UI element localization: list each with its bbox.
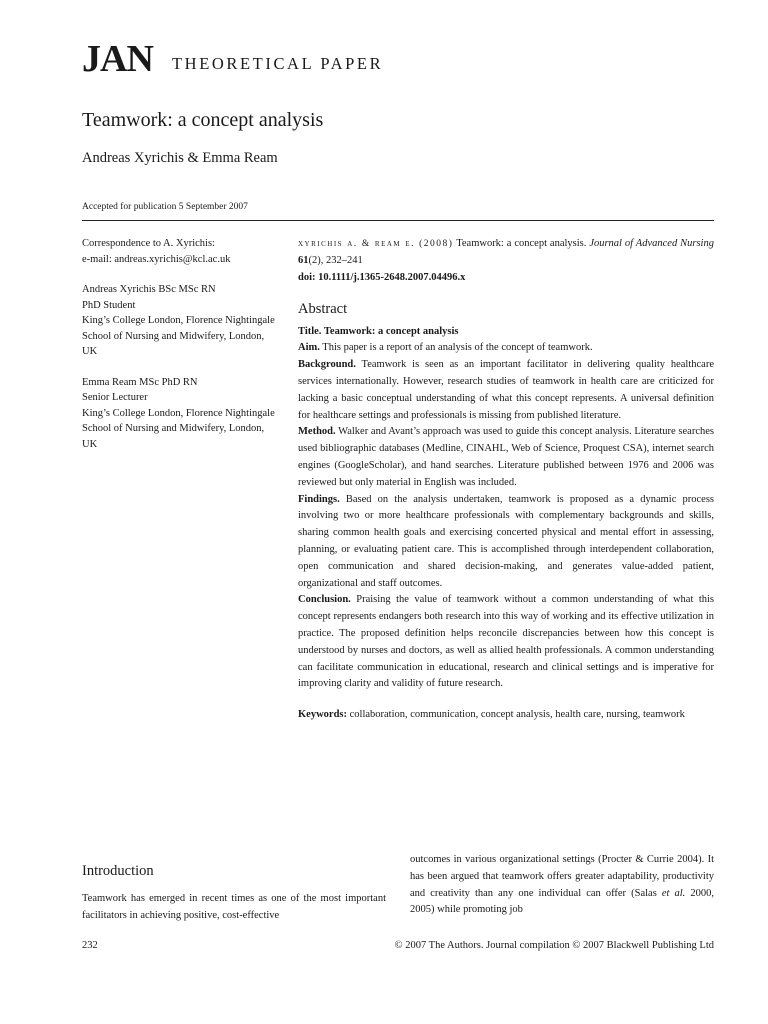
copyright-notice: © 2007 The Authors. Journal compilation © 2007 Blackwell Publishing Ltd [394,940,714,951]
intro-right-column [410,852,714,919]
abstract-keywords: Keywords: collaboration, communication, concept analysis, health care, nursing, teamwork [298,709,685,721]
citation-journal: Journal of Advanced Nursing [589,238,714,249]
intro-heading: Introduction [82,863,154,879]
article-title: Teamwork: a concept analysis [82,109,324,131]
citation [298,236,714,270]
citation-title: Teamwork: a concept analysis. [453,238,590,249]
author2-affiliation: King’s College London, Florence Nightingale [82,407,275,419]
page-number: 232 [82,940,98,951]
author1-affiliation: UK [82,346,98,358]
abstract-column [298,236,714,724]
author2-affiliation: School of Nursing and Midwifery, London, [82,423,265,435]
author2-role: Senior Lecturer [82,392,148,404]
author1-name: Andreas Xyrichis BSc MSc RN [82,284,216,296]
author1-affiliation: School of Nursing and Midwifery, London, [82,330,265,342]
citation-doi[interactable]: doi: 10.1111/j.1365-2648.2007.04496.x [298,271,466,283]
citation-authors: xyrichis a. & ream e. (2008) [298,239,454,249]
abstract-findings: Findings. Based on the analysis undertaken, teamwork is proposed as a dynamic process involving two or more healthcare professionals with complementary backgrounds and skills, sharing common health goals and exercising concerted physical and mental effort in assessing, planning, or evaluating patient care. This is accomplished through interdependent collaboration, open communication and shared decision-making, and generates value-added patient, organizational and staff outcomes. [298,493,714,589]
journal-logo: JAN [82,38,153,80]
accepted-date: Accepted for publication 5 September 2007 [82,202,248,212]
author2-name: Emma Ream MSc PhD RN [82,376,198,388]
author2-affiliation: UK [82,438,98,450]
abstract-method: Method. Walker and Avant’s approach was used to guide this concept analysis. Literature searches used bibliographic databases (Medline, CINAHL, Web of Science, Proquest CSA), internet search engines (GoogleScholar), and hand searches. Literature published between 1976 and 2006 was reviewed but only material in English was included. [298,426,714,488]
author1-role: PhD Student [82,299,136,311]
intro-paragraph-continued: outcomes in various organizational settings (Procter & Currie 2004). It has been argued that teamwork offers greater adaptability, productivity and creativity than any one individual can offer (Salas et al. 2000, 2005) while promoting job [410,854,715,916]
abstract-heading: Abstract [298,301,348,318]
author-info-column [82,236,282,452]
article-authors: Andreas Xyrichis & Emma Ream [82,150,278,166]
header-divider [82,220,714,221]
correspondence-email[interactable]: e-mail: andreas.xyrichis@kcl.ac.uk [82,253,231,265]
abstract-conclusion: Conclusion. Praising the value of teamwork without a common understanding of what this concept represents endangers both research into this way of working and its effective utilization in practice. The proposed definition helps reconcile discrepancies between how this concept is understood by nurses and doctors, as well as allied health professionals. A common understanding can facilitate communication in educational, research and clinical settings and is imperative for improving clarity and validity of future research. [298,594,714,690]
abstract-title: Title. Teamwork: a concept analysis [298,325,459,337]
correspondence-line: Correspondence to A. Xyrichis: [82,238,215,249]
citation-pages: (2), 232–241 [308,254,363,266]
intro-paragraph: Teamwork has emerged in recent times as one of the most important facilitators in achieving positive, cost-effective [82,893,386,921]
intro-left-column [82,860,386,925]
abstract-background: Background. Teamwork is seen as an important facilitator in delivering quality healthcare services internationally. However, research studies of teamwork in health care are criticized for lacking a basic conceptual understanding of what this concept represents. A universal definition for healthcare settings and professionals is missing from published literature. [298,359,714,421]
abstract-aim: Aim. This paper is a report of an analysis of the concept of teamwork. [298,342,593,354]
citation-volume: 61 [298,254,309,266]
author1-affiliation: King’s College London, Florence Nightingale [82,315,275,327]
paper-type: THEORETICAL PAPER [172,54,384,73]
